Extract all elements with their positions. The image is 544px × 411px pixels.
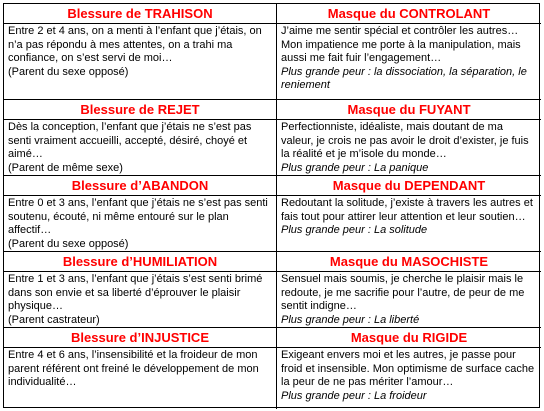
wound-text: Entre 1 et 3 ans, l’enfant que j’étais s’est senti brimé dans son envie et sa liberté d’éprouver le plaisir physique… bbox=[8, 273, 263, 313]
mask-title-rigide: Masque du RIGIDE bbox=[277, 328, 541, 348]
wound-description-abandon bbox=[4, 196, 277, 252]
wound-title-abandon: Blessure d’ABANDON bbox=[4, 176, 277, 196]
mask-description-controlant bbox=[277, 24, 541, 100]
wound-text: Dès la conception, l’enfant que j’étais ne s’est pas senti vraiment accueilli, accepté, désiré, choyé et aimé… bbox=[8, 121, 252, 161]
wound-title-humiliation: Blessure d’HUMILIATION bbox=[4, 252, 277, 272]
mask-text: J’aime me sentir spécial et contrôler les autres… Mon impatience me porte à la manipulation, mais aussi me fait fuir l’engagement… bbox=[281, 25, 521, 65]
wound-parent: (Parent de même sexe) bbox=[8, 161, 123, 174]
mask-fear: Plus grande peur : La liberté bbox=[281, 313, 420, 326]
wound-text: Entre 0 et 3 ans, l’enfant que j’étais ne s’est pas senti soutenu, écouté, ni même entouré sur le plan affectif… bbox=[8, 197, 268, 237]
mask-text: Redoutant la solitude, j’existe à travers les autres et fais tout pour attirer leur attention et leur soutien… bbox=[281, 197, 533, 223]
wound-description-rejet bbox=[4, 120, 277, 176]
mask-description-fuyant bbox=[277, 120, 541, 176]
mask-description-dependant bbox=[277, 196, 541, 252]
wound-parent: (Parent du sexe opposé) bbox=[8, 237, 129, 250]
wound-title-injustice: Blessure d’INJUSTICE bbox=[4, 328, 277, 348]
wound-parent: (Parent du sexe opposé) bbox=[8, 65, 129, 78]
wound-title-trahison: Blessure de TRAHISON bbox=[4, 4, 277, 24]
mask-fear: Plus grande peur : La panique bbox=[281, 161, 429, 174]
wound-description-trahison bbox=[4, 24, 277, 100]
mask-text: Exigeant envers moi et les autres, je passe pour froid et insensible. Mon optimisme de surface cache la peur de ne pas mériter l’amour… bbox=[281, 349, 535, 389]
mask-title-masochiste: Masque du MASOCHISTE bbox=[277, 252, 541, 272]
mask-description-rigide bbox=[277, 348, 541, 409]
mask-fear: Plus grande peur : la dissociation, la séparation, le reniement bbox=[281, 65, 527, 92]
wounds-masks-table bbox=[3, 3, 540, 408]
wound-description-injustice bbox=[4, 348, 277, 409]
mask-fear: Plus grande peur : La solitude bbox=[281, 224, 428, 237]
wound-description-humiliation bbox=[4, 272, 277, 328]
mask-title-controlant: Masque du CONTROLANT bbox=[277, 4, 541, 24]
mask-title-dependant: Masque du DEPENDANT bbox=[277, 176, 541, 196]
wound-text: Entre 4 et 6 ans, l’insensibilité et la froideur de mon parent référent ont freiné le développement de mon individualité… bbox=[8, 349, 259, 389]
mask-text: Perfectionniste, idéaliste, mais doutant de ma valeur, je crois ne pas avoir le droit d’exister, je fuis la réalité et je m’isole du monde… bbox=[281, 121, 529, 161]
mask-description-masochiste bbox=[277, 272, 541, 328]
wound-title-rejet: Blessure de REJET bbox=[4, 100, 277, 120]
mask-text: Sensuel mais soumis, je cherche le plaisir mais le redoute, je me sacrifie pour l’autre, de peur de me sentit indigne… bbox=[281, 273, 525, 313]
wound-text: Entre 2 et 4 ans, on a menti à l’enfant que j’étais, on n’a pas répondu à mes attentes, on a trahi ma confiance, on s’est servi de moi… bbox=[8, 25, 262, 65]
wound-parent: (Parent castrateur) bbox=[8, 313, 100, 326]
mask-title-fuyant: Masque du FUYANT bbox=[277, 100, 541, 120]
mask-fear: Plus grande peur : La froideur bbox=[281, 389, 427, 402]
